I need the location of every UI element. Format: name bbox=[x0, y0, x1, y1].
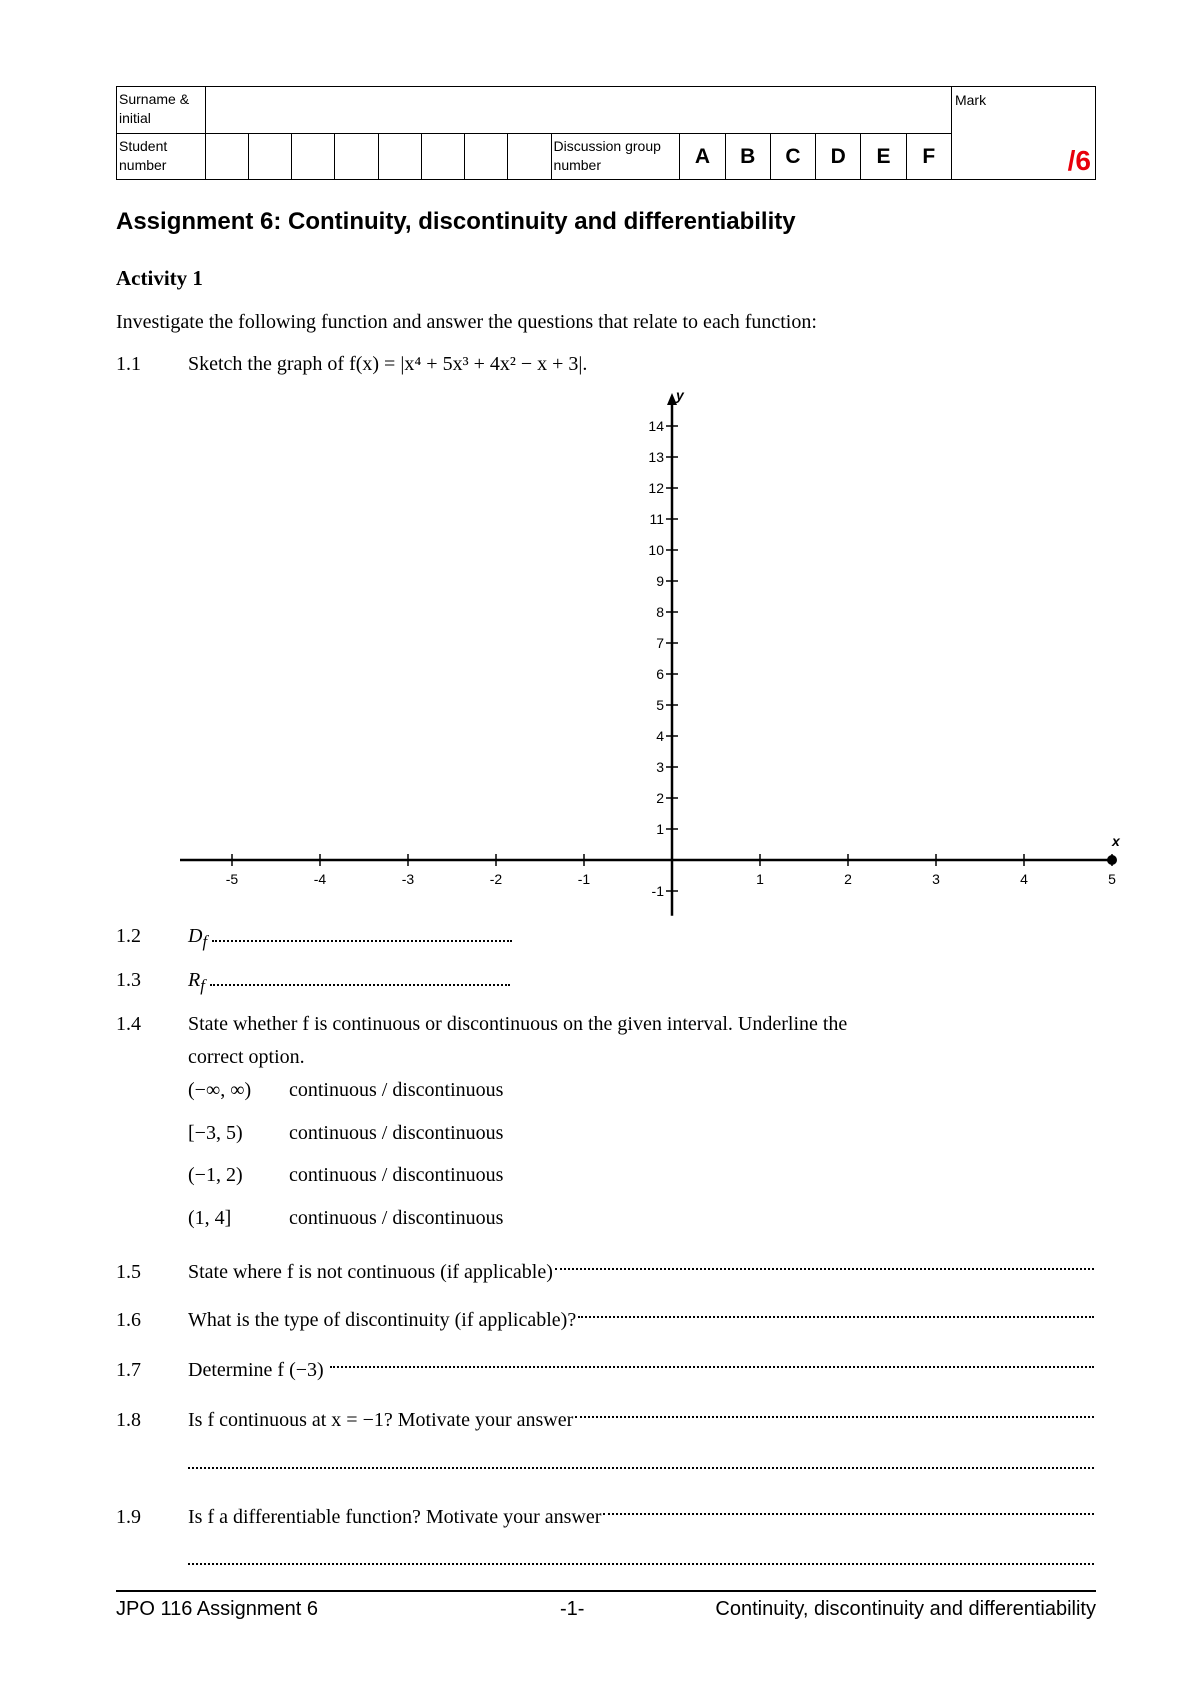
y-tick-label: 1 bbox=[656, 821, 664, 837]
y-tick-label: 14 bbox=[648, 418, 664, 434]
y-tick-label: 5 bbox=[656, 697, 664, 713]
y-tick-label: 10 bbox=[648, 542, 664, 558]
question-number: 1.9 bbox=[116, 1506, 141, 1528]
question-number: 1.2 bbox=[116, 925, 141, 947]
x-tick-label: -2 bbox=[489, 871, 503, 887]
question-text: State whether f is continuous or discontinuous on the given interval. Underline the bbox=[188, 1013, 848, 1035]
answer-line[interactable] bbox=[188, 1308, 1094, 1332]
answer-line-continued[interactable] bbox=[188, 1552, 1094, 1570]
x-tick-label: 4 bbox=[1020, 871, 1028, 887]
group-option-c[interactable]: C bbox=[770, 133, 815, 180]
activity-heading: Activity 1 bbox=[116, 266, 203, 290]
mark-label: Mark bbox=[954, 92, 987, 108]
continuity-option[interactable]: continuous / discontinuous bbox=[289, 1122, 504, 1144]
y-tick-label: 2 bbox=[656, 790, 664, 806]
question-text: Is f continuous at x = −1? Motivate your answer bbox=[188, 1409, 574, 1431]
group-option-d[interactable]: D bbox=[816, 133, 861, 180]
x-tick-label: -5 bbox=[225, 871, 239, 887]
axes-graph[interactable] bbox=[180, 390, 1140, 920]
question-number: 1.8 bbox=[116, 1409, 141, 1431]
student-digit-box[interactable] bbox=[335, 133, 378, 180]
y-axis-label: y bbox=[676, 390, 684, 403]
y-tick-label: 4 bbox=[656, 728, 664, 744]
y-tick-label: 12 bbox=[648, 480, 664, 496]
x-tick-label: -4 bbox=[313, 871, 327, 887]
question-text: State where f is not continuous (if applicable) bbox=[188, 1261, 553, 1283]
y-tick-label: 3 bbox=[656, 759, 664, 775]
question-text: Is f a differentiable function? Motivate your answer bbox=[188, 1506, 602, 1528]
header-table bbox=[116, 86, 1096, 180]
mark-cell bbox=[951, 87, 1095, 180]
intro-text: Investigate the following function and answer the questions that relate to each function: bbox=[116, 311, 817, 333]
question-text: Determine f (−3) bbox=[188, 1359, 324, 1381]
student-digit-box[interactable] bbox=[248, 133, 291, 180]
interval: [−3, 5) bbox=[188, 1122, 243, 1144]
question-number: 1.7 bbox=[116, 1359, 141, 1381]
group-option-b[interactable]: B bbox=[725, 133, 770, 180]
interval: (1, 4] bbox=[188, 1207, 232, 1229]
x-tick-label: 1 bbox=[756, 871, 764, 887]
question-number: 1.5 bbox=[116, 1261, 141, 1283]
interval: (−1, 2) bbox=[188, 1164, 243, 1186]
question-text: What is the type of discontinuity (if applicable)? bbox=[188, 1309, 577, 1331]
y-tick-label: -1 bbox=[651, 883, 664, 899]
x-tick-label: -1 bbox=[577, 871, 591, 887]
discussion-group-label: Discussion group number bbox=[551, 133, 680, 180]
domain-symbol: D bbox=[188, 925, 203, 947]
footer-divider bbox=[116, 1590, 1096, 1592]
question-text: Sketch the graph of f(x) = |x⁴ + 5x³ + 4x² − x + 3|. bbox=[188, 353, 588, 375]
answer-line[interactable] bbox=[188, 1260, 1094, 1284]
answer-line[interactable] bbox=[188, 1505, 1094, 1529]
answer-line[interactable] bbox=[188, 1358, 1094, 1382]
y-tick-label: 13 bbox=[648, 449, 664, 465]
continuity-option[interactable]: continuous / discontinuous bbox=[289, 1207, 504, 1229]
footer-page-number: -1- bbox=[560, 1598, 585, 1620]
continuity-option[interactable]: continuous / discontinuous bbox=[289, 1164, 504, 1186]
student-digit-box[interactable] bbox=[508, 133, 551, 180]
footer-left: JPO 116 Assignment 6 bbox=[116, 1598, 318, 1620]
y-tick-label: 11 bbox=[649, 511, 664, 527]
student-digit-box[interactable] bbox=[465, 133, 508, 180]
student-digit-box[interactable] bbox=[292, 133, 335, 180]
group-option-f[interactable]: F bbox=[906, 133, 951, 180]
y-tick-label: 7 bbox=[656, 635, 664, 651]
x-axis-label: x bbox=[1112, 833, 1120, 849]
student-digit-box[interactable] bbox=[421, 133, 464, 180]
answer-line-continued[interactable] bbox=[188, 1456, 1094, 1474]
range-subscript: f bbox=[200, 976, 205, 995]
question-number: 1.6 bbox=[116, 1309, 141, 1331]
y-tick-label: 6 bbox=[656, 666, 664, 682]
question-number: 1.3 bbox=[116, 969, 141, 991]
x-tick-label: 5 bbox=[1108, 871, 1116, 887]
domain-answer-line[interactable] bbox=[188, 924, 512, 954]
group-option-e[interactable]: E bbox=[861, 133, 906, 180]
student-number-label: Student number bbox=[117, 133, 206, 180]
question-text: correct option. bbox=[188, 1046, 305, 1068]
mark-value: /6 bbox=[1067, 145, 1091, 176]
x-tick-label: 2 bbox=[844, 871, 852, 887]
range-symbol: R bbox=[188, 969, 201, 991]
student-digit-box[interactable] bbox=[205, 133, 248, 180]
domain-subscript: f bbox=[202, 932, 208, 951]
continuity-option[interactable]: continuous / discontinuous bbox=[289, 1079, 504, 1101]
interval: (−∞, ∞) bbox=[188, 1079, 252, 1101]
footer-right: Continuity, discontinuity and differentiability bbox=[715, 1598, 1096, 1620]
surname-field[interactable] bbox=[205, 87, 951, 134]
group-option-a[interactable]: A bbox=[680, 133, 725, 180]
surname-label: Surname & initial bbox=[117, 87, 206, 134]
y-tick-label: 8 bbox=[656, 604, 664, 620]
range-answer-line[interactable] bbox=[188, 968, 510, 998]
y-tick-label: 9 bbox=[656, 573, 664, 589]
student-digit-box[interactable] bbox=[378, 133, 421, 180]
page-title: Assignment 6: Continuity, discontinuity and differentiability bbox=[116, 208, 796, 235]
x-tick-label: -3 bbox=[401, 871, 415, 887]
x-tick-label: 3 bbox=[932, 871, 940, 887]
question-number: 1.1 bbox=[116, 353, 141, 375]
question-number: 1.4 bbox=[116, 1013, 141, 1035]
answer-line[interactable] bbox=[188, 1408, 1094, 1432]
